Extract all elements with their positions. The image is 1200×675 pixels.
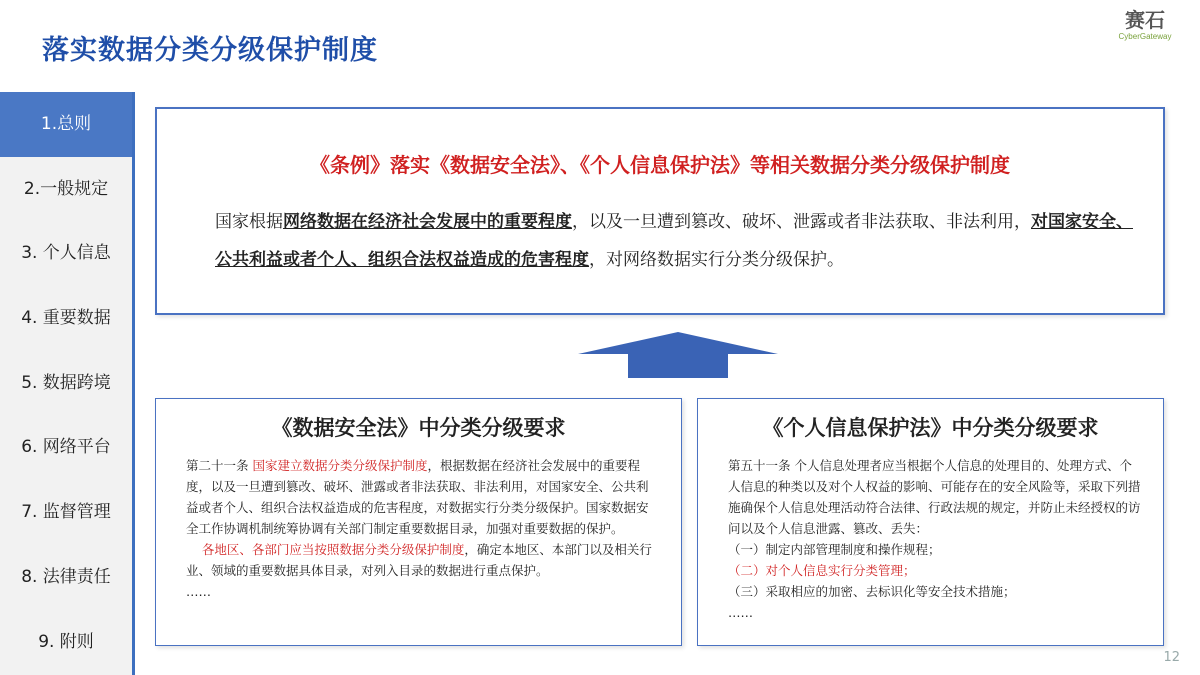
measure-item-3: （三）采取相应的加密、去标识化等安全技术措施；	[728, 584, 1016, 599]
sidebar-item-supplementary[interactable]: 9. 附则	[38, 631, 94, 652]
sidebar-item-general[interactable]: 1.总则	[0, 92, 132, 157]
left-ellipsis: ……	[186, 584, 211, 599]
right-ellipsis: ……	[728, 605, 753, 620]
sidebar-item-general-provisions[interactable]: 2.一般规定	[23, 178, 109, 199]
article-21-highlight-2: 各地区、各部门应当按照数据分类分级保护制度	[201, 542, 465, 557]
logo-text-cn: 赛石	[1125, 8, 1165, 32]
sidebar-item-important-data[interactable]: 4. 重要数据	[21, 308, 111, 329]
personal-info-law-box	[697, 398, 1164, 646]
personal-info-law-body	[728, 455, 1141, 623]
summary-text-2: ，以及一旦遭到篡改、破坏、泄露或者非法获取、非法利用，	[572, 212, 1031, 232]
sidebar-item-legal-liability[interactable]: 8. 法律责任	[21, 566, 111, 587]
summary-text-3: ，对网络数据实行分类分级保护。	[589, 250, 844, 270]
sidebar-item-network-platform[interactable]: 6. 网络平台	[21, 437, 111, 458]
company-logo	[1110, 8, 1180, 42]
regulation-summary-box	[155, 107, 1165, 315]
article-51-paragraph: 第五十一条 个人信息处理者应当根据个人信息的处理目的、处理方式、个人信息的种类以及对个人权益的影响、可能存在的安全风险等，采取下列措施确保个人信息处理活动符合法律、行政法规的规定，并防止未经授权的访问以及个人信息泄露、篡改、丢失：	[728, 458, 1141, 536]
article-21-text-2: ，确定本地区、本部门以及相关行业、领域的重要数据具体目录，对列入目录的数据进行重点保护。	[186, 542, 652, 578]
summary-text-1: 国家根据	[215, 212, 283, 232]
article-21-label: 第二十一条	[186, 458, 253, 473]
article-21-paragraph	[186, 455, 659, 539]
page-title: 落实数据分类分级保护制度	[42, 35, 378, 66]
up-arrow-icon	[578, 332, 778, 378]
article-21-highlight: 国家建立数据分类分级保护制度	[252, 458, 428, 473]
article-21-text: ，根据数据在经济社会发展中的重要程度，以及一旦遭到篡改、破坏、泄露或者非法获取、非法利用，对国家安全、公共利益或者个人、组织合法权益造成的危害程度，对数据实行分类分级保护。国家数据安全工作协调机制统筹协调有关部门制定重要数据目录，加强对重要数据的保护。	[186, 458, 649, 536]
data-security-law-box	[155, 398, 682, 646]
summary-paragraph	[215, 203, 1133, 279]
measure-item-1: （一）制定内部管理制度和操作规程；	[728, 542, 941, 557]
data-security-law-body	[186, 455, 659, 602]
summary-headline: 《条例》落实《数据安全法》、《个人信息保护法》等相关数据分类分级保护制度	[310, 153, 1010, 177]
logo-text-en: CyberGateway	[1118, 32, 1172, 41]
sidebar-item-cross-border[interactable]: 5. 数据跨境	[21, 372, 111, 393]
summary-underline-2: 对国家安全、公共利益或者个人、组织合法权益造成的危害程度	[215, 212, 1133, 270]
personal-info-law-title: 《个人信息保护法》中分类分级要求	[762, 416, 1099, 440]
article-21-second-paragraph	[186, 539, 659, 581]
sidebar-item-personal-info[interactable]: 3. 个人信息	[21, 243, 111, 264]
sidebar-item-supervision[interactable]: 7. 监督管理	[21, 502, 111, 523]
summary-underline-1: 网络数据在经济社会发展中的重要程度	[283, 212, 572, 232]
page-number: 12	[1163, 650, 1180, 665]
sidebar-nav	[0, 92, 135, 675]
measure-item-2: （二）对个人信息实行分类管理；	[728, 563, 916, 578]
data-security-law-title: 《数据安全法》中分类分级要求	[271, 416, 566, 440]
